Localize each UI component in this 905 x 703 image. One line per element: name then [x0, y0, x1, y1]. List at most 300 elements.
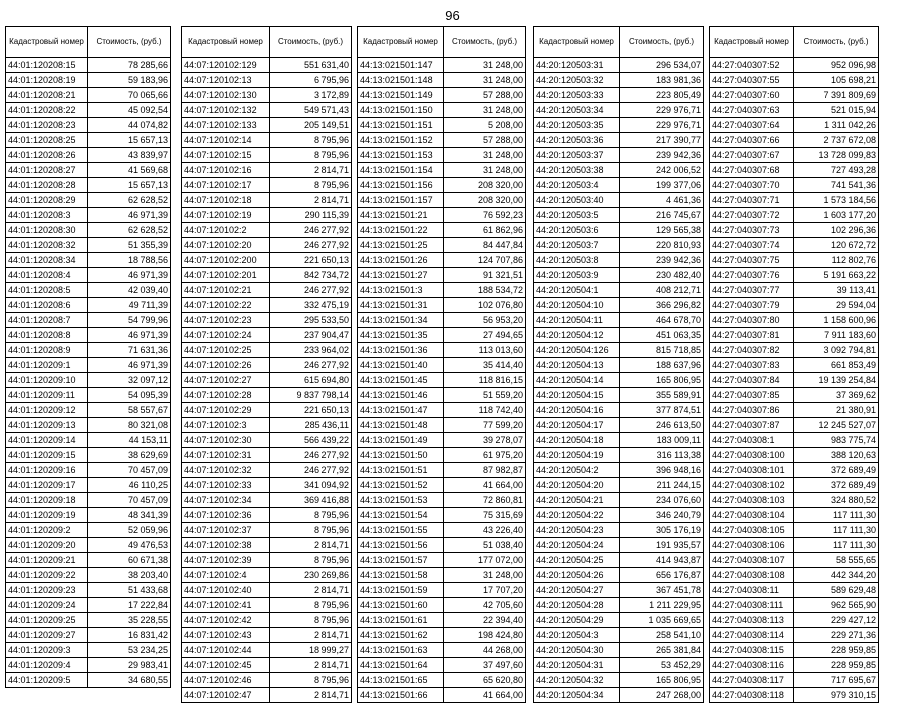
cost-value: 43 839,97 [88, 148, 171, 163]
cadastral-number: 44:07:120102:38 [182, 538, 270, 553]
cost-value: 32 097,12 [88, 373, 171, 388]
cadastral-number: 44:13:021501:58 [358, 568, 444, 583]
cost-value: 117 111,30 [794, 508, 879, 523]
table-row [710, 508, 879, 523]
table-row [710, 58, 879, 73]
cadastral-number: 44:01:120208:25 [6, 133, 88, 148]
cost-value: 228 959,85 [794, 643, 879, 658]
table-row [6, 88, 171, 103]
cadastral-number: 44:01:120208:6 [6, 298, 88, 313]
cadastral-number: 44:20:120503:6 [534, 223, 620, 238]
cost-value: 21 380,91 [794, 403, 879, 418]
cadastral-number: 44:01:120208:5 [6, 283, 88, 298]
table-row [182, 358, 352, 373]
cadastral-number: 44:01:120208:32 [6, 238, 88, 253]
table-row [534, 163, 704, 178]
cadastral-number: 44:27:040308:114 [710, 628, 794, 643]
cost-value: 51 355,39 [88, 238, 171, 253]
table-row [534, 148, 704, 163]
cost-value: 451 063,35 [620, 328, 704, 343]
table-row [182, 328, 352, 343]
cadastral-number: 44:07:120102:4 [182, 568, 270, 583]
cadastral-number: 44:20:120503:34 [534, 103, 620, 118]
cadastral-number: 44:20:120503:31 [534, 58, 620, 73]
table-row [6, 58, 171, 73]
cadastral-number: 44:13:021501:35 [358, 328, 444, 343]
cadastral-number: 44:07:120102:37 [182, 523, 270, 538]
cost-value: 246 613,50 [620, 418, 704, 433]
cost-value: 369 416,88 [270, 493, 352, 508]
table-row [534, 388, 704, 403]
table-row [182, 433, 352, 448]
cost-value: 367 451,78 [620, 583, 704, 598]
cost-value: 290 115,39 [270, 208, 352, 223]
cost-value: 77 599,20 [444, 418, 526, 433]
cadastral-number: 44:27:040307:63 [710, 103, 794, 118]
table-row [534, 268, 704, 283]
cadastral-number: 44:20:120504:11 [534, 313, 620, 328]
cost-value: 1 211 229,95 [620, 598, 704, 613]
cadastral-number: 44:20:120504:19 [534, 448, 620, 463]
cost-value: 117 111,30 [794, 538, 879, 553]
table-row [6, 358, 171, 373]
cadastral-number: 44:20:120503:36 [534, 133, 620, 148]
header-cadastral-number: Кадастровый номер [710, 27, 794, 58]
cost-value: 188 534,72 [444, 283, 526, 298]
cadastral-number: 44:01:120209:4 [6, 658, 88, 673]
cost-value: 5 208,00 [444, 118, 526, 133]
table-row [358, 73, 526, 88]
cadastral-number: 44:20:120504:30 [534, 643, 620, 658]
cadastral-number: 44:20:120503:38 [534, 163, 620, 178]
cadastral-number: 44:27:040307:80 [710, 313, 794, 328]
cost-value: 76 592,23 [444, 208, 526, 223]
cadastral-number: 44:20:120504:15 [534, 388, 620, 403]
cost-value: 48 341,39 [88, 508, 171, 523]
table-row [534, 628, 704, 643]
cadastral-number: 44:01:120208:3 [6, 208, 88, 223]
cadastral-number: 44:27:040308:113 [710, 613, 794, 628]
cadastral-number: 44:01:120209:10 [6, 373, 88, 388]
cost-value: 223 805,49 [620, 88, 704, 103]
cadastral-number: 44:01:120208:7 [6, 313, 88, 328]
cost-value: 56 953,20 [444, 313, 526, 328]
cost-value: 8 795,96 [270, 133, 352, 148]
table-row [182, 463, 352, 478]
cadastral-number: 44:13:021501:40 [358, 358, 444, 373]
cost-value: 51 038,40 [444, 538, 526, 553]
cost-value: 208 320,00 [444, 178, 526, 193]
cadastral-number: 44:01:120209:22 [6, 568, 88, 583]
cadastral-number: 44:20:120503:37 [534, 148, 620, 163]
table-row [6, 628, 171, 643]
table-row [358, 388, 526, 403]
cadastral-number: 44:27:040308:111 [710, 598, 794, 613]
table-row [182, 133, 352, 148]
cadastral-number: 44:01:120209:14 [6, 433, 88, 448]
cadastral-number: 44:13:021501:48 [358, 418, 444, 433]
cadastral-number: 44:01:120208:19 [6, 73, 88, 88]
table-row [358, 193, 526, 208]
cadastral-number: 44:27:040308:1 [710, 433, 794, 448]
table-row [534, 688, 704, 703]
cost-value: 70 457,09 [88, 493, 171, 508]
cadastral-number: 44:13:021501:62 [358, 628, 444, 643]
cost-value: 661 853,49 [794, 358, 879, 373]
cost-value: 962 565,90 [794, 598, 879, 613]
cadastral-number: 44:01:120209:23 [6, 583, 88, 598]
cost-value: 124 707,86 [444, 253, 526, 268]
cost-value: 31 248,00 [444, 58, 526, 73]
cadastral-number: 44:07:120102:3 [182, 418, 270, 433]
table-row [358, 658, 526, 673]
cost-value: 62 628,52 [88, 223, 171, 238]
table-row [182, 118, 352, 133]
cadastral-number: 44:13:021501:149 [358, 88, 444, 103]
cost-value: 54 095,39 [88, 388, 171, 403]
table-row [6, 178, 171, 193]
cost-value: 305 176,19 [620, 523, 704, 538]
cost-value: 2 814,71 [270, 688, 352, 703]
table-row [534, 328, 704, 343]
cost-value: 346 240,79 [620, 508, 704, 523]
table-row [710, 583, 879, 598]
cost-value: 237 904,47 [270, 328, 352, 343]
cadastral-number: 44:13:021501:153 [358, 148, 444, 163]
cost-value: 265 381,84 [620, 643, 704, 658]
table-row [710, 103, 879, 118]
cadastral-number: 44:13:021501:54 [358, 508, 444, 523]
cadastral-number: 44:07:120102:22 [182, 298, 270, 313]
table-row [6, 493, 171, 508]
table-row [534, 493, 704, 508]
table-row [534, 373, 704, 388]
cadastral-number: 44:27:040307:82 [710, 343, 794, 358]
header-cost: Стоимость, (руб.) [794, 27, 879, 58]
cadastral-number: 44:20:120503:9 [534, 268, 620, 283]
cost-value: 8 795,96 [270, 553, 352, 568]
cadastral-number: 44:01:120208:29 [6, 193, 88, 208]
cadastral-number: 44:20:120504:3 [534, 628, 620, 643]
table-row [182, 343, 352, 358]
cadastral-number: 44:20:120504:32 [534, 673, 620, 688]
cost-value: 15 657,13 [88, 133, 171, 148]
table-row [710, 148, 879, 163]
cadastral-number: 44:01:120208:15 [6, 58, 88, 73]
cadastral-number: 44:13:021501:31 [358, 298, 444, 313]
cost-value: 372 689,49 [794, 463, 879, 478]
cadastral-number: 44:07:120102:29 [182, 403, 270, 418]
cost-value: 165 806,95 [620, 373, 704, 388]
cadastral-number: 44:13:021501:64 [358, 658, 444, 673]
table-row [6, 598, 171, 613]
cost-value: 191 935,57 [620, 538, 704, 553]
cost-value: 120 672,72 [794, 238, 879, 253]
table-row [710, 568, 879, 583]
cadastral-number: 44:01:120209:16 [6, 463, 88, 478]
cadastral-number: 44:07:120102:39 [182, 553, 270, 568]
table-row [358, 568, 526, 583]
cadastral-table-3 [357, 26, 526, 703]
cadastral-number: 44:07:120102:36 [182, 508, 270, 523]
table-row [358, 613, 526, 628]
cost-value: 62 628,52 [88, 193, 171, 208]
cost-value: 17 707,20 [444, 583, 526, 598]
cadastral-number: 44:13:021501:55 [358, 523, 444, 538]
cadastral-number: 44:27:040307:60 [710, 88, 794, 103]
table-row [358, 208, 526, 223]
table-row [182, 238, 352, 253]
cost-value: 372 689,49 [794, 478, 879, 493]
cadastral-number: 44:07:120102:129 [182, 58, 270, 73]
table-row [358, 433, 526, 448]
cadastral-number: 44:27:040308:108 [710, 568, 794, 583]
cost-value: 1 035 669,65 [620, 613, 704, 628]
cost-value: 1 573 184,56 [794, 193, 879, 208]
cadastral-number: 44:20:120504:14 [534, 373, 620, 388]
cost-value: 727 493,28 [794, 163, 879, 178]
cadastral-number: 44:27:040307:84 [710, 373, 794, 388]
cadastral-number: 44:01:120209:13 [6, 418, 88, 433]
cadastral-number: 44:07:120102:43 [182, 628, 270, 643]
cost-value: 16 831,42 [88, 628, 171, 643]
table-row [534, 253, 704, 268]
table-row [358, 583, 526, 598]
table-row [6, 448, 171, 463]
cadastral-number: 44:13:021501:59 [358, 583, 444, 598]
cadastral-number: 44:07:120102:18 [182, 193, 270, 208]
table-row [534, 613, 704, 628]
cost-value: 46 110,25 [88, 478, 171, 493]
cadastral-table-2 [181, 26, 352, 703]
table-row [6, 313, 171, 328]
cadastral-number: 44:13:021501:156 [358, 178, 444, 193]
table-row [6, 193, 171, 208]
table-row [182, 103, 352, 118]
cadastral-number: 44:13:021501:56 [358, 538, 444, 553]
table-row [358, 58, 526, 73]
cost-value: 75 315,69 [444, 508, 526, 523]
cost-value: 316 113,38 [620, 448, 704, 463]
cadastral-number: 44:27:040307:67 [710, 148, 794, 163]
cost-value: 31 248,00 [444, 148, 526, 163]
table-row [710, 298, 879, 313]
cost-value: 18 999,27 [270, 643, 352, 658]
table-row [6, 103, 171, 118]
table-row [182, 628, 352, 643]
cadastral-number: 44:27:040307:73 [710, 223, 794, 238]
cadastral-number: 44:27:040308:101 [710, 463, 794, 478]
cost-value: 117 111,30 [794, 523, 879, 538]
cadastral-number: 44:27:040307:85 [710, 388, 794, 403]
cadastral-number: 44:20:120504:18 [534, 433, 620, 448]
cost-value: 8 795,96 [270, 178, 352, 193]
table-row [358, 538, 526, 553]
table-row [710, 628, 879, 643]
cadastral-number: 44:07:120102:13 [182, 73, 270, 88]
table-row [358, 298, 526, 313]
cost-value: 221 650,13 [270, 403, 352, 418]
table-row [182, 583, 352, 598]
table-row [6, 403, 171, 418]
table-row [6, 523, 171, 538]
table-row [710, 253, 879, 268]
cost-value: 112 802,76 [794, 253, 879, 268]
cost-value: 46 971,39 [88, 208, 171, 223]
cadastral-number: 44:20:120503:40 [534, 193, 620, 208]
cadastral-number: 44:27:040308:102 [710, 478, 794, 493]
cost-value: 2 814,71 [270, 658, 352, 673]
table-row [710, 373, 879, 388]
table-row [182, 568, 352, 583]
cost-value: 2 814,71 [270, 538, 352, 553]
table-row [6, 673, 171, 688]
table-row [358, 313, 526, 328]
table-row [182, 88, 352, 103]
table-row [534, 508, 704, 523]
cost-value: 58 555,65 [794, 553, 879, 568]
table-row [710, 268, 879, 283]
cost-value: 57 288,00 [444, 133, 526, 148]
table-row [358, 268, 526, 283]
cost-value: 46 971,39 [88, 358, 171, 373]
cost-value: 51 433,68 [88, 583, 171, 598]
cost-value: 6 795,96 [270, 73, 352, 88]
cadastral-number: 44:20:120504:2 [534, 463, 620, 478]
cadastral-number: 44:27:040307:75 [710, 253, 794, 268]
table-row [182, 163, 352, 178]
cadastral-number: 44:13:021501:157 [358, 193, 444, 208]
cadastral-number: 44:07:120102:34 [182, 493, 270, 508]
cost-value: 589 629,48 [794, 583, 879, 598]
cadastral-number: 44:07:120102:24 [182, 328, 270, 343]
cost-value: 29 983,41 [88, 658, 171, 673]
cost-value: 41 569,68 [88, 163, 171, 178]
cost-value: 7 391 809,69 [794, 88, 879, 103]
table-row [182, 253, 352, 268]
cost-value: 31 248,00 [444, 568, 526, 583]
cost-value: 815 718,85 [620, 343, 704, 358]
table-row [6, 148, 171, 163]
cadastral-number: 44:20:120504:27 [534, 583, 620, 598]
cost-value: 41 664,00 [444, 688, 526, 703]
cadastral-number: 44:07:120102:32 [182, 463, 270, 478]
table-row [710, 358, 879, 373]
header-cost: Стоимость, (руб.) [620, 27, 704, 58]
cadastral-number: 44:13:021501:34 [358, 313, 444, 328]
table-row [710, 538, 879, 553]
cost-value: 102 076,80 [444, 298, 526, 313]
cadastral-number: 44:20:120504:126 [534, 343, 620, 358]
cadastral-number: 44:13:021501:152 [358, 133, 444, 148]
table-row [534, 178, 704, 193]
cost-value: 7 911 183,60 [794, 328, 879, 343]
table-row [182, 283, 352, 298]
cost-value: 2 814,71 [270, 163, 352, 178]
cadastral-number: 44:13:021501:27 [358, 268, 444, 283]
cadastral-number: 44:20:120504:26 [534, 568, 620, 583]
cadastral-number: 44:07:120102:27 [182, 373, 270, 388]
cost-value: 37 497,60 [444, 658, 526, 673]
cost-value: 221 650,13 [270, 253, 352, 268]
table-row [710, 73, 879, 88]
cadastral-number: 44:20:120504:1 [534, 283, 620, 298]
table-row [6, 658, 171, 673]
table-row [534, 463, 704, 478]
cadastral-number: 44:27:040307:77 [710, 283, 794, 298]
cost-value: 8 795,96 [270, 148, 352, 163]
cost-value: 42 039,40 [88, 283, 171, 298]
cadastral-number: 44:27:040308:104 [710, 508, 794, 523]
cadastral-number: 44:01:120209:20 [6, 538, 88, 553]
table-row [182, 478, 352, 493]
table-row [534, 73, 704, 88]
cadastral-number: 44:27:040308:100 [710, 448, 794, 463]
cost-value: 37 369,62 [794, 388, 879, 403]
cost-value: 1 311 042,26 [794, 118, 879, 133]
cost-value: 188 637,96 [620, 358, 704, 373]
cost-value: 239 942,36 [620, 148, 704, 163]
cadastral-number: 44:13:021501:22 [358, 223, 444, 238]
cadastral-number: 44:20:120504:20 [534, 478, 620, 493]
table-row [6, 73, 171, 88]
cadastral-number: 44:27:040307:74 [710, 238, 794, 253]
table-row [710, 673, 879, 688]
cadastral-number: 44:01:120209:1 [6, 358, 88, 373]
table-row [710, 433, 879, 448]
table-row [710, 388, 879, 403]
cadastral-number: 44:20:120504:10 [534, 298, 620, 313]
cadastral-number: 44:27:040307:72 [710, 208, 794, 223]
cost-value: 216 745,67 [620, 208, 704, 223]
table-row [710, 208, 879, 223]
table-row [358, 643, 526, 658]
cadastral-number: 44:20:120504:31 [534, 658, 620, 673]
cost-value: 741 541,36 [794, 178, 879, 193]
cadastral-number: 44:13:021501:45 [358, 373, 444, 388]
cost-value: 229 427,12 [794, 613, 879, 628]
cost-value: 84 447,84 [444, 238, 526, 253]
header-cost: Стоимость, (руб.) [270, 27, 352, 58]
cadastral-number: 44:01:120209:2 [6, 523, 88, 538]
cost-value: 71 631,36 [88, 343, 171, 358]
cost-value: 38 629,69 [88, 448, 171, 463]
table-row [710, 448, 879, 463]
cost-value: 217 390,77 [620, 133, 704, 148]
cost-value: 295 533,50 [270, 313, 352, 328]
table-row [710, 133, 879, 148]
cadastral-number: 44:07:120102:130 [182, 88, 270, 103]
table-row [6, 238, 171, 253]
cadastral-number: 44:01:120209:12 [6, 403, 88, 418]
cadastral-number: 44:13:021501:52 [358, 478, 444, 493]
table-row [182, 673, 352, 688]
table-row [534, 343, 704, 358]
cadastral-number: 44:20:120504:24 [534, 538, 620, 553]
cadastral-number: 44:01:120209:5 [6, 673, 88, 688]
cadastral-number: 44:13:021501:60 [358, 598, 444, 613]
cost-value: 8 795,96 [270, 508, 352, 523]
table-row [6, 388, 171, 403]
cost-value: 102 296,36 [794, 223, 879, 238]
table-row [534, 193, 704, 208]
table-row [710, 343, 879, 358]
cadastral-number: 44:13:021501:25 [358, 238, 444, 253]
table-row [358, 223, 526, 238]
table-row [710, 658, 879, 673]
cost-value: 3 092 794,81 [794, 343, 879, 358]
cadastral-number: 44:20:120504:28 [534, 598, 620, 613]
